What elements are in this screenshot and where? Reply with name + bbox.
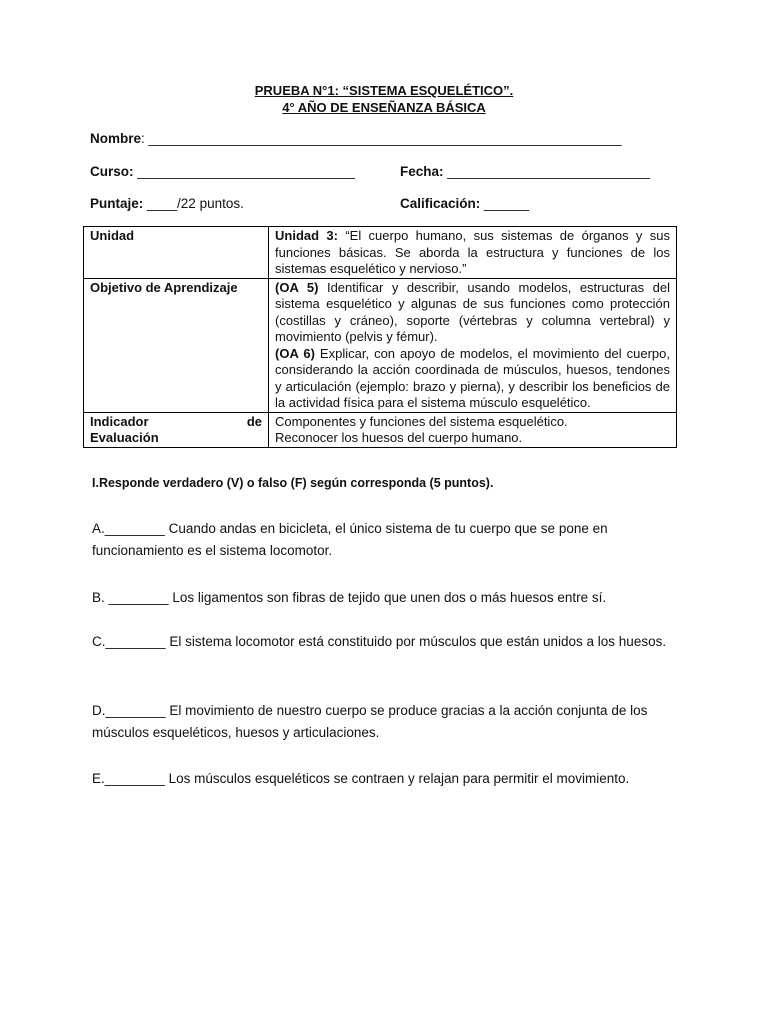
de-word: de bbox=[246, 413, 262, 429]
curso-field[interactable] bbox=[90, 164, 355, 179]
unidad-description: “El cuerpo humano, sus sistemas de órganos y sus funciones básicas. Se aborda la estructura y funciones de los sistemas esquelético y nervioso.” bbox=[275, 228, 670, 276]
exam-title: PRUEBA N°1: “SISTEMA ESQUELÉTICO”. bbox=[254, 83, 514, 98]
evaluacion-word: Evaluación bbox=[90, 430, 159, 445]
oa5-text: Identificar y describir, usando modelos, estructuras del sistema esquelético y algunas de sus funciones como protección (costillas y cráneo), soporte (vértebras y columna vertebral) y movimiento (pelvis y fémur). bbox=[275, 279, 670, 344]
fecha-label: Fecha: bbox=[400, 164, 444, 179]
table-row bbox=[84, 227, 677, 279]
unidad-heading: Unidad 3: bbox=[275, 228, 338, 243]
calificacion-field[interactable] bbox=[400, 196, 529, 211]
indicador-text-1: Componentes y funciones del sistema esquelético. bbox=[275, 413, 568, 429]
puntaje-field[interactable] bbox=[90, 196, 244, 211]
puntaje-value[interactable]: ____/22 puntos. bbox=[143, 196, 244, 211]
question-c[interactable]: C.________ El sistema locomotor está constituido por músculos que están unidos a los huesos. bbox=[92, 634, 667, 649]
objetivo-cell bbox=[269, 278, 677, 412]
calificacion-label: Calificación: bbox=[400, 196, 481, 211]
question-b[interactable]: B. ________ Los ligamentos son fibras de tejido que unen dos o más huesos entre sí. bbox=[92, 590, 607, 605]
oa6-text: Explicar, con apoyo de modelos, el movimiento del cuerpo, considerando la acción coordinada de músculos, huesos, tendones y articulación (ejemplo: brazo y pierna), y describir los beneficios de la actividad física para el sistema músculo esquelético. bbox=[275, 345, 670, 410]
nombre-blank[interactable]: : _______________________________________________________________ bbox=[141, 131, 622, 146]
curso-label: Curso: bbox=[90, 164, 134, 179]
indicador-cell bbox=[269, 412, 677, 447]
nombre-label: Nombre bbox=[90, 131, 142, 146]
unidad-cell bbox=[269, 227, 677, 279]
objetivo-label: Objetivo de Aprendizaje bbox=[84, 278, 269, 412]
indicador-word: Indicador bbox=[90, 413, 149, 429]
table-row bbox=[84, 278, 677, 412]
oa5-paragraph bbox=[275, 280, 670, 346]
curso-blank[interactable]: _____________________________ bbox=[133, 164, 355, 179]
puntaje-label: Puntaje: bbox=[90, 196, 144, 211]
fecha-field[interactable] bbox=[400, 164, 650, 179]
question-d[interactable]: D.________ El movimiento de nuestro cuerpo se produce gracias a la acción conjunta de los músculos esqueléticos, huesos y articulaciones. bbox=[92, 703, 648, 740]
table-row bbox=[84, 412, 677, 447]
fecha-blank[interactable]: ___________________________ bbox=[443, 164, 650, 179]
unidad-label: Unidad bbox=[84, 227, 269, 279]
question-a[interactable]: A.________ Cuando andas en bicicleta, el único sistema de tu cuerpo que se pone en funcionamiento es el sistema locomotor. bbox=[92, 521, 608, 558]
oa5-code: (OA 5) bbox=[275, 279, 319, 295]
oa6-code: (OA 6) bbox=[275, 345, 315, 361]
oa6-paragraph bbox=[275, 346, 670, 412]
section-instruction: I.Responde verdadero (V) o falso (F) según corresponda (5 puntos). bbox=[92, 476, 494, 490]
indicador-label-line bbox=[90, 414, 262, 431]
question-e[interactable]: E.________ Los músculos esqueléticos se contraen y relajan para permitir el movimiento. bbox=[92, 771, 630, 786]
indicador-label bbox=[84, 412, 269, 447]
indicador-text-2: Reconocer los huesos del cuerpo humano. bbox=[275, 430, 523, 445]
objectives-table bbox=[83, 226, 677, 448]
nombre-field[interactable] bbox=[90, 131, 622, 146]
calificacion-blank[interactable]: ______ bbox=[480, 196, 530, 211]
exam-subtitle: 4° AÑO DE ENSEÑANZA BÁSICA bbox=[282, 100, 486, 115]
